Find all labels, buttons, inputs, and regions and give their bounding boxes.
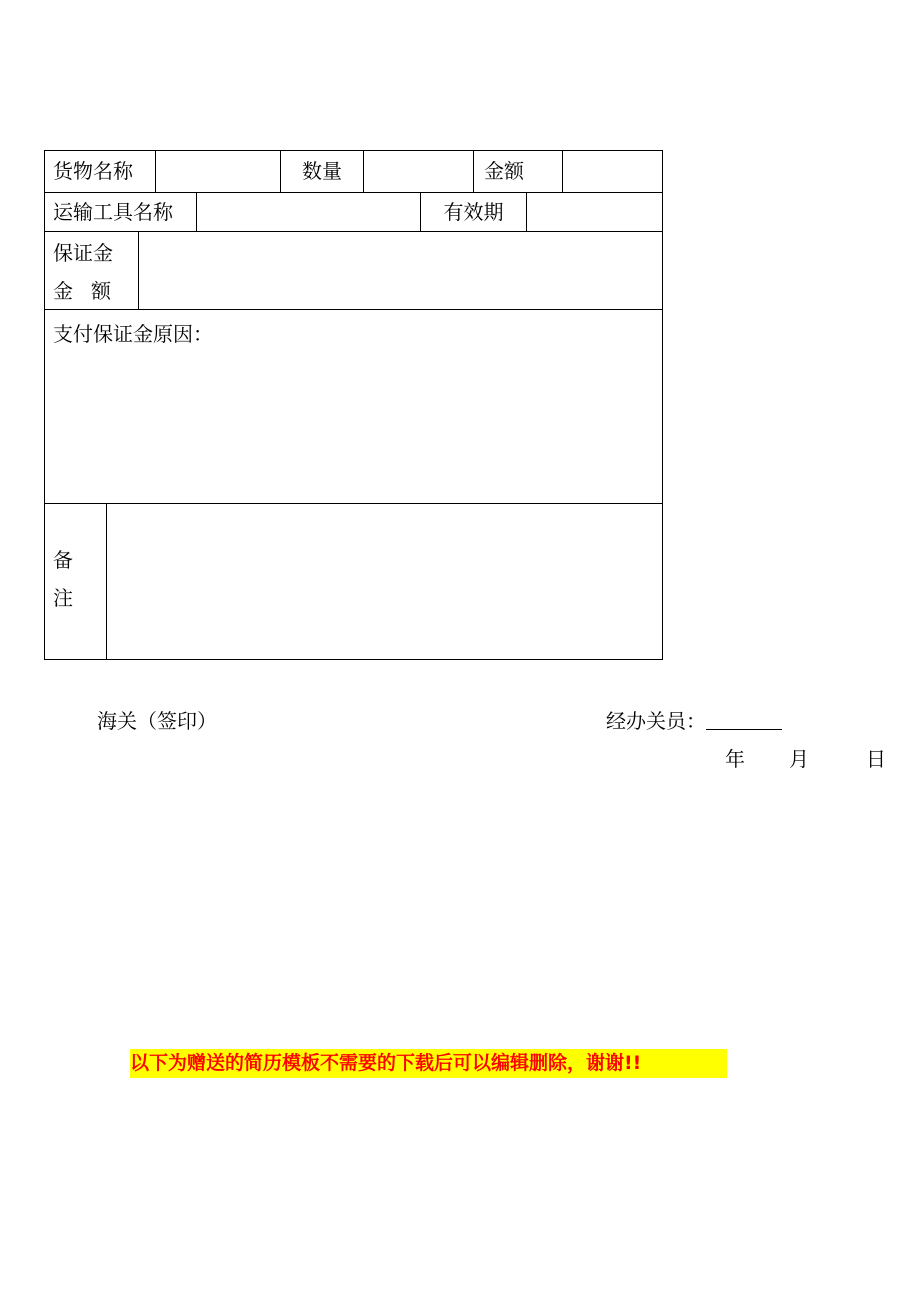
officer-label: 经办关员： <box>606 709 706 733</box>
form-row-deposit <box>45 231 662 309</box>
remarks-label <box>45 504 106 659</box>
deposit-label-line1: 保证金 <box>53 241 113 265</box>
form-row-goods <box>45 151 662 192</box>
amount-field[interactable] <box>562 151 662 192</box>
amount-label: 金额 <box>473 151 562 192</box>
goods-name-label: 货物名称 <box>53 159 133 183</box>
payment-reason-field[interactable] <box>45 310 662 503</box>
form-row-vehicle <box>45 192 662 231</box>
remarks-label-line2: 注 <box>53 586 73 610</box>
date-day-label: 日 <box>866 747 886 771</box>
deposit-form-table <box>44 150 663 660</box>
vehicle-name-field[interactable] <box>196 193 420 231</box>
vehicle-name-label: 运输工具名称 <box>53 200 173 224</box>
officer-signature <box>606 707 782 735</box>
remarks-field[interactable] <box>106 504 662 659</box>
customs-seal-label: 海关（签印） <box>97 709 217 733</box>
validity-label: 有效期 <box>420 193 526 231</box>
date-month-label: 月 <box>789 747 809 771</box>
validity-field[interactable] <box>526 193 662 231</box>
quantity-field[interactable] <box>363 151 473 192</box>
date-year-label: 年 <box>725 747 745 771</box>
remarks-label-line1: 备 <box>53 548 73 572</box>
quantity-label: 数量 <box>280 151 363 192</box>
deposit-amount-label <box>45 232 138 309</box>
highlighted-notice: 以下为赠送的简历模板不需要的下载后可以编辑删除，谢谢!! <box>130 1049 727 1078</box>
goods-name-field[interactable] <box>155 151 280 192</box>
deposit-amount-field[interactable] <box>138 232 662 309</box>
officer-signature-blank[interactable] <box>706 707 782 730</box>
payment-reason-label: 支付保证金原因： <box>53 322 213 346</box>
deposit-label-line2: 金额 <box>53 279 129 303</box>
form-row-remarks <box>45 503 662 659</box>
form-row-reason <box>45 309 662 503</box>
